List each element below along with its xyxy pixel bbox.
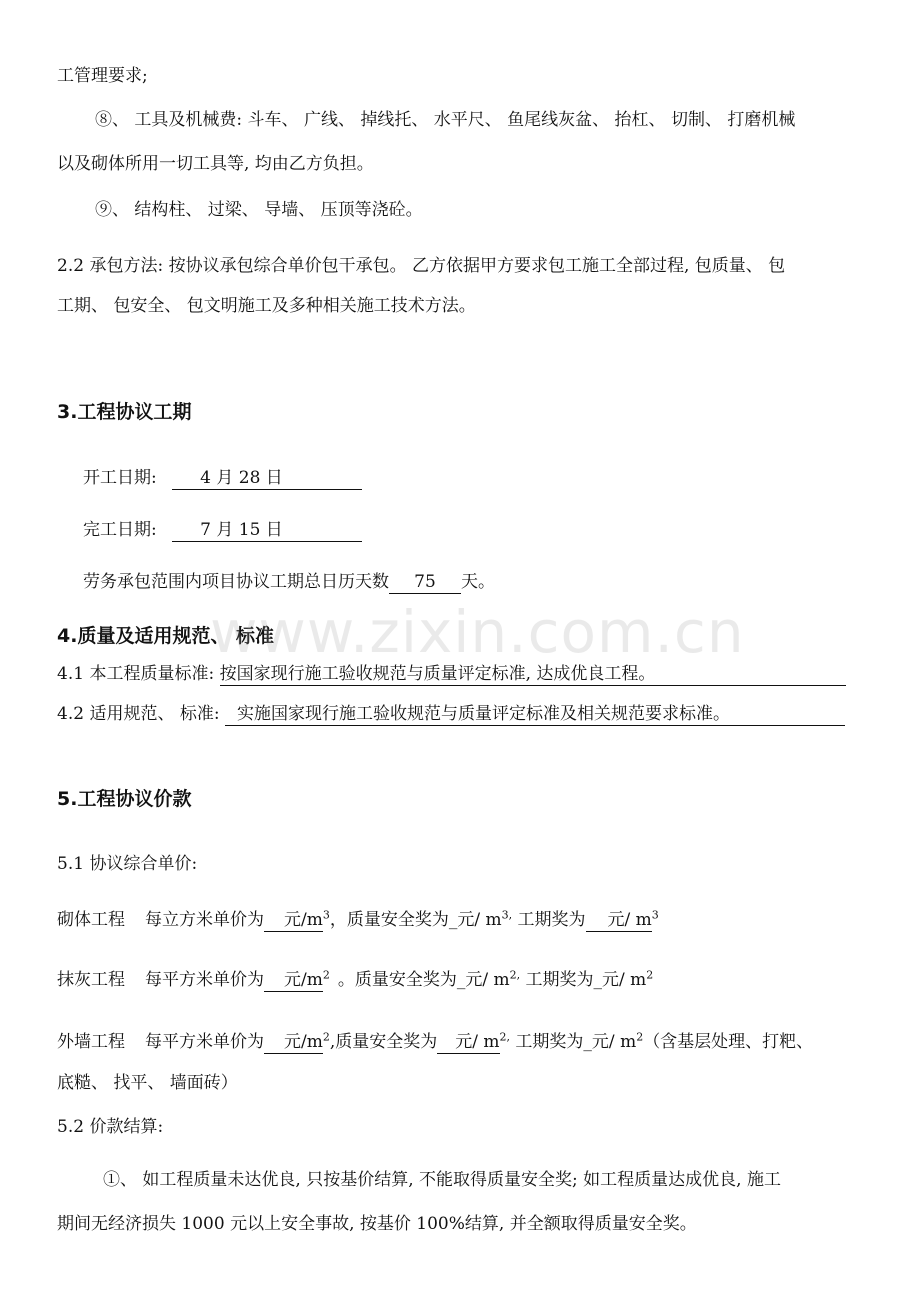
price-row-exterior-wall-cont: 底糙、 找平、 墙面砖） xyxy=(57,1073,238,1093)
price-row-plaster: 抹灰工程 每平方米单价为 元$/m^2$ 。质量安全奖为_元/ $m^{2,}$ 工期奖为_元/ $m^2$ xyxy=(57,968,654,990)
end-date-value: 7 月 15 日 xyxy=(200,520,283,540)
text-line: 工管理要求; xyxy=(57,66,148,86)
price-row-masonry: 砌体工程 每立方米单价为 元$/m^3$，质量安全奖为_元/ $m^{3,}$ 工期奖为 元/ $m^3$ xyxy=(57,908,659,930)
end-date-label: 完工日期: xyxy=(83,520,157,540)
price-row-item: 抹灰工程 xyxy=(57,970,125,990)
clause-2-2-line-1: 2.2 承包方法: 按协议承包综合单价包干承包。 乙方依据甲方要求包工施工全部过程, 包质量、 包 xyxy=(57,256,786,276)
item-8-line-2: 以及砌体所用一切工具等, 均由乙方负担。 xyxy=(57,154,374,174)
section-5-heading: 5.工程协议价款 xyxy=(57,788,192,810)
price-row-exterior-wall: 外墙工程 每平方米单价为 元$/m^2$,质量安全奖为 元/ $m^{2,}$ 工期奖为_元/ $m^2$（含基层处理、打粑、 xyxy=(57,1030,814,1052)
settlement-item-1-line-2: 期间无经济损失 1000 元以上安全事故, 按基价 100%结算, 并全额取得质量安全奖。 xyxy=(57,1214,697,1234)
clause-4-1-value: 按国家现行施工验收规范与质量评定标准, 达成优良工程。 xyxy=(219,664,656,684)
clause-4-2 xyxy=(57,702,865,726)
settlement-item-1-line-1: ①、 如工程质量未达优良, 只按基价结算, 不能取得质量安全奖; 如工程质量达成优良, 施工 xyxy=(103,1170,781,1190)
clause-4-2-value: 实施国家现行施工验收规范与质量评定标准及相关规范要求标准。 xyxy=(236,704,730,724)
price-row-item: 外墙工程 xyxy=(57,1032,125,1052)
watermark-text: www.zixin.com.cn xyxy=(210,598,745,666)
clause-5-1: 5.1 协议综合单价: xyxy=(57,854,198,874)
item-8-line-1: ⑧、 工具及机械费: 斗车、 广线、 掉线托、 水平尺、 鱼尾线灰盆、 抬杠、 切制、 打磨机械 xyxy=(95,110,796,130)
end-date-row xyxy=(83,518,362,542)
clause-4-1-label: 4.1 本工程质量标准: xyxy=(57,664,215,684)
duration-value: 75 xyxy=(389,571,461,594)
duration-label: 劳务承包范围内项目协议工期总日历天数 xyxy=(83,572,389,592)
start-date-row xyxy=(83,466,362,490)
section-4-heading: 4.质量及适用规范、 标准 xyxy=(57,625,275,647)
item-9: ⑨、 结构柱、 过梁、 导墙、 压顶等浇砼。 xyxy=(95,200,423,220)
clause-5-2: 5.2 价款结算: xyxy=(57,1117,164,1137)
section-3-heading: 3.工程协议工期 xyxy=(57,401,192,423)
price-row-item: 砌体工程 xyxy=(57,910,125,930)
duration-unit: 天。 xyxy=(461,572,495,592)
start-date-label: 开工日期: xyxy=(83,468,157,488)
clause-4-2-label: 4.2 适用规范、 标准: xyxy=(57,704,220,724)
clause-2-2-line-2: 工期、 包安全、 包文明施工及多种相关施工技术方法。 xyxy=(57,296,476,316)
duration-row xyxy=(83,570,495,594)
start-date-value: 4 月 28 日 xyxy=(200,468,283,488)
